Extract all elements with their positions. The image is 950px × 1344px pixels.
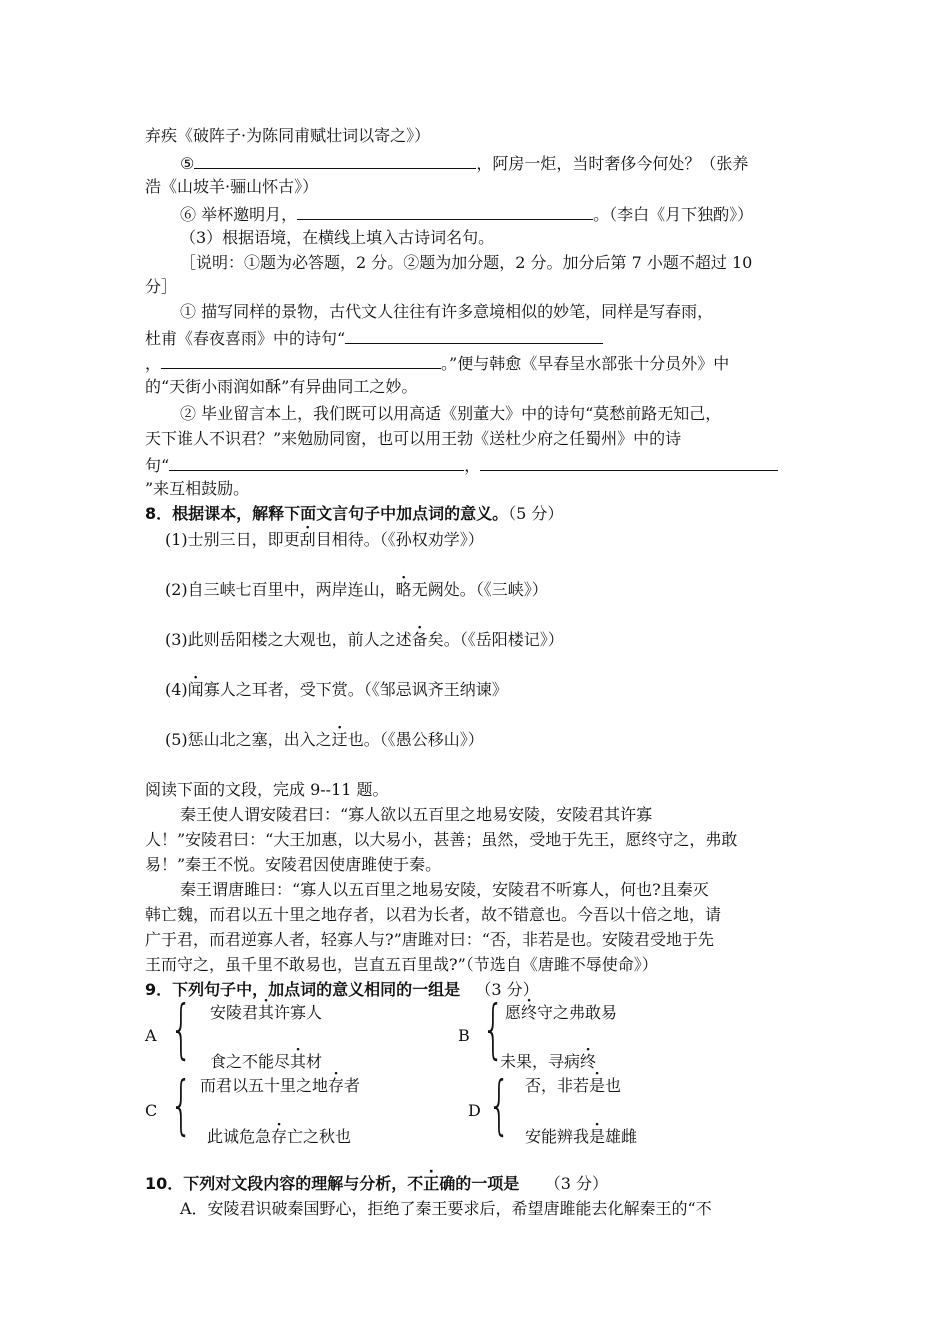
poem-line: 弃疾《破阵子·为陈同甫赋壮词以寄之》） xyxy=(145,126,431,145)
part3-q2: 天下谁人不识君？”来勉励同窗，也可以用王勃《送杜少府之任蜀州》中的诗 xyxy=(145,429,682,448)
poem-item-6: ⑥ 举杯邀明月， 。（李白《月下独酌》） xyxy=(180,201,753,227)
option-d-letter[interactable]: D xyxy=(468,1101,481,1120)
poem-line: 浩《山坡羊·骊山怀古》） xyxy=(145,177,319,196)
dotted-word: 闻 xyxy=(187,680,204,699)
option-b-top: 愿终守之弗敢易 xyxy=(505,1003,618,1022)
dotted-word: 终 xyxy=(580,1052,597,1071)
option-a-bottom: 食之不能尽其材 xyxy=(210,1052,323,1071)
answer-blank[interactable] xyxy=(161,350,441,369)
option-a-letter[interactable]: A xyxy=(145,1026,157,1045)
q9-title: 9．下列句子中，加点词的意义相同的一组是 （3 分） xyxy=(145,980,539,999)
q8-title: 8．根据课本，解释下面文言句子中加点词的意义。（5 分） xyxy=(145,504,564,523)
dotted-word: 不正确 xyxy=(407,1174,456,1193)
part3-note: ［说明：①题为必答题，2 分。②题为加分题，2 分。加分后第 7 小题不超过 10 xyxy=(180,253,753,272)
q8-item: (3)此则岳阳楼之大观也，前人之述备矣。（《岳阳楼记》） xyxy=(165,630,564,649)
dotted-word: 是 xyxy=(589,1127,606,1146)
option-b-bottom: 未果，寻病终 xyxy=(500,1052,597,1071)
passage-line: 广于君，而君逆寡人者，轻寡人与?”唐雎对曰：“否，非若是也。安陵君受地于先 xyxy=(145,930,714,949)
brace-icon: { xyxy=(170,993,193,1067)
dotted-word: 存 xyxy=(271,1127,288,1146)
dotted-word: 是 xyxy=(589,1076,606,1095)
answer-blank[interactable] xyxy=(345,325,603,344)
option-b-letter[interactable]: B xyxy=(458,1026,470,1045)
passage-line: 王而守之，虽千里不敢易也，岂直五百里哉?”（节选自《唐雎不辱使命》） xyxy=(145,955,658,974)
passage-line: 秦王使人谓安陵君曰：“寡人欲以五百里之地易安陵，安陵君其许寡 xyxy=(180,805,653,824)
option-c-letter[interactable]: C xyxy=(145,1101,158,1120)
answer-blank[interactable] xyxy=(480,452,778,471)
passage-line: 秦王谓唐雎曰：“寡人以五百里之地易安陵，安陵君不听寡人，何也?且秦灭 xyxy=(180,880,709,899)
dotted-word: 略 xyxy=(395,580,412,599)
dotted-word: 其 xyxy=(290,1052,307,1071)
answer-blank[interactable] xyxy=(169,452,464,471)
dotted-word: 终 xyxy=(521,1003,538,1022)
part3-q1: 的“天街小雨润如酥”有异曲同工之妙。 xyxy=(145,377,418,396)
brace-icon: { xyxy=(170,1069,193,1143)
option-c-top: 而君以五十里之地存者 xyxy=(200,1076,361,1095)
reading-intro: 阅读下面的文段，完成 9--11 题。 xyxy=(145,780,389,799)
part3-title: （3）根据语境，在横线上填入古诗词名句。 xyxy=(180,228,495,247)
q8-item: (1)士别三日，即更刮目相待。（《孙权劝学》） xyxy=(165,530,484,549)
part3-q2: ② 毕业留言本上，我们既可以用高适《别董大》中的诗句“莫愁前路无知己， xyxy=(180,404,722,423)
part3-q2: 句“ ， xyxy=(145,452,778,478)
dotted-word: 备 xyxy=(411,630,428,649)
brace-icon: { xyxy=(482,993,505,1067)
passage-line: 韩亡魏，而君以五十里之地存者，以君为长者，故不错意也。今吾以十倍之地，请 xyxy=(145,905,722,924)
q10-title: 10．下列对文段内容的理解与分析，不正确的一项是 （3 分） xyxy=(145,1174,609,1193)
dotted-word: 其 xyxy=(258,1003,275,1022)
q8-item: (2)自三峡七百里中，两岸连山，略无阙处。（《三峡》） xyxy=(165,580,548,599)
q8-item: (5)惩山北之塞，出入之迂也。（《愚公移山》） xyxy=(165,730,484,749)
dotted-word: 存 xyxy=(328,1076,345,1095)
option-d-bottom: 安能辨我是雄雌 xyxy=(525,1127,638,1146)
passage-line: 易！”秦王不悦。安陵君因使唐雎使于秦。 xyxy=(145,855,442,874)
option-a-top: 安陵君其许寡人 xyxy=(210,1003,323,1022)
passage-line: 人！”安陵君曰：“大王加惠，以大易小，甚善；虽然，受地于先王，愿终守之，弗敢 xyxy=(145,830,738,849)
answer-blank[interactable] xyxy=(194,150,476,169)
q8-item: (4)闻寡人之耳者，受下赏。（《邹忌讽齐王纳谏》 xyxy=(165,680,508,699)
brace-icon: { xyxy=(488,1069,511,1143)
dotted-word: 迂 xyxy=(331,730,348,749)
part3-q1: 杜甫《春夜喜雨》中的诗句“ xyxy=(145,325,603,351)
part3-q1: ， 。”便与韩愈《早春呈水部张十分员外》中 xyxy=(145,350,729,376)
part3-q2: ”来互相鼓励。 xyxy=(145,479,250,498)
q10-option-a[interactable]: A．安陵君识破秦国野心，拒绝了秦王要求后，希望唐雎能去化解秦王的“不 xyxy=(180,1199,712,1218)
part3-q1: ① 描写同样的景物，古代文人往往有许多意境相似的妙笔，同样是写春雨， xyxy=(180,302,714,321)
answer-blank[interactable] xyxy=(297,201,593,220)
option-c-bottom: 此诚危急存亡之秋也 xyxy=(207,1127,352,1146)
dotted-word: 刮 xyxy=(299,530,316,549)
option-d-top: 否，非若是也 xyxy=(525,1076,622,1095)
poem-item-5: ⑤ ，阿房一炬，当时奢侈今何处？（张养 xyxy=(180,150,748,176)
part3-note: 分］ xyxy=(145,277,178,296)
